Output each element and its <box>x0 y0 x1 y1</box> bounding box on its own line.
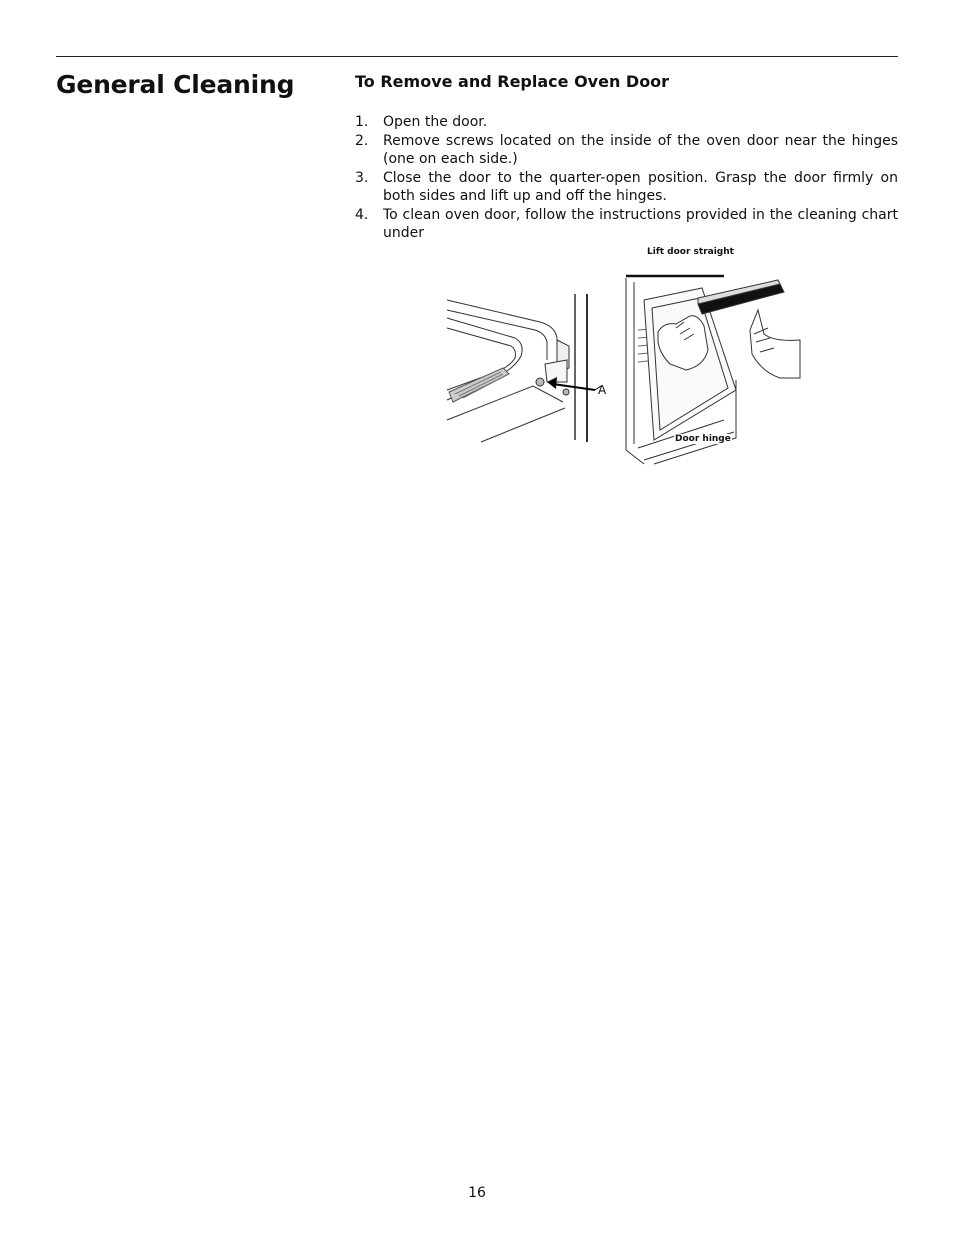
list-item <box>355 132 898 169</box>
list-item <box>355 113 898 132</box>
pointer-arrow <box>553 384 595 390</box>
section-title: General Cleaning <box>56 70 295 99</box>
step-text: To clean oven door, follow the instructions provided in the cleaning chart under <box>383 206 898 241</box>
step-text: Open the door. <box>383 114 488 130</box>
page-number: 16 <box>468 1185 486 1201</box>
subsection-title: To Remove and Replace Oven Door <box>355 72 670 91</box>
list-item <box>355 206 898 243</box>
hinge-screw-illustration <box>445 290 605 445</box>
step-number: 4. <box>355 206 369 223</box>
list-item <box>355 169 898 206</box>
step-number: 3. <box>355 169 369 186</box>
step-text: Remove screws located on the inside of the oven door near the hinges (one on each side.) <box>383 132 898 167</box>
instruction-list <box>355 113 898 243</box>
step-text: Close the door to the quarter-open position. Grasp the door firmly on both sides and lift up and off the hinges. <box>383 169 898 204</box>
step-number: 2. <box>355 132 369 149</box>
top-rule <box>56 56 898 57</box>
door-hinge-label: Door hinge <box>675 434 731 444</box>
lift-door-label: Lift door straight <box>647 247 734 257</box>
step-number: 1. <box>355 114 369 130</box>
callout-a: A <box>598 383 607 397</box>
